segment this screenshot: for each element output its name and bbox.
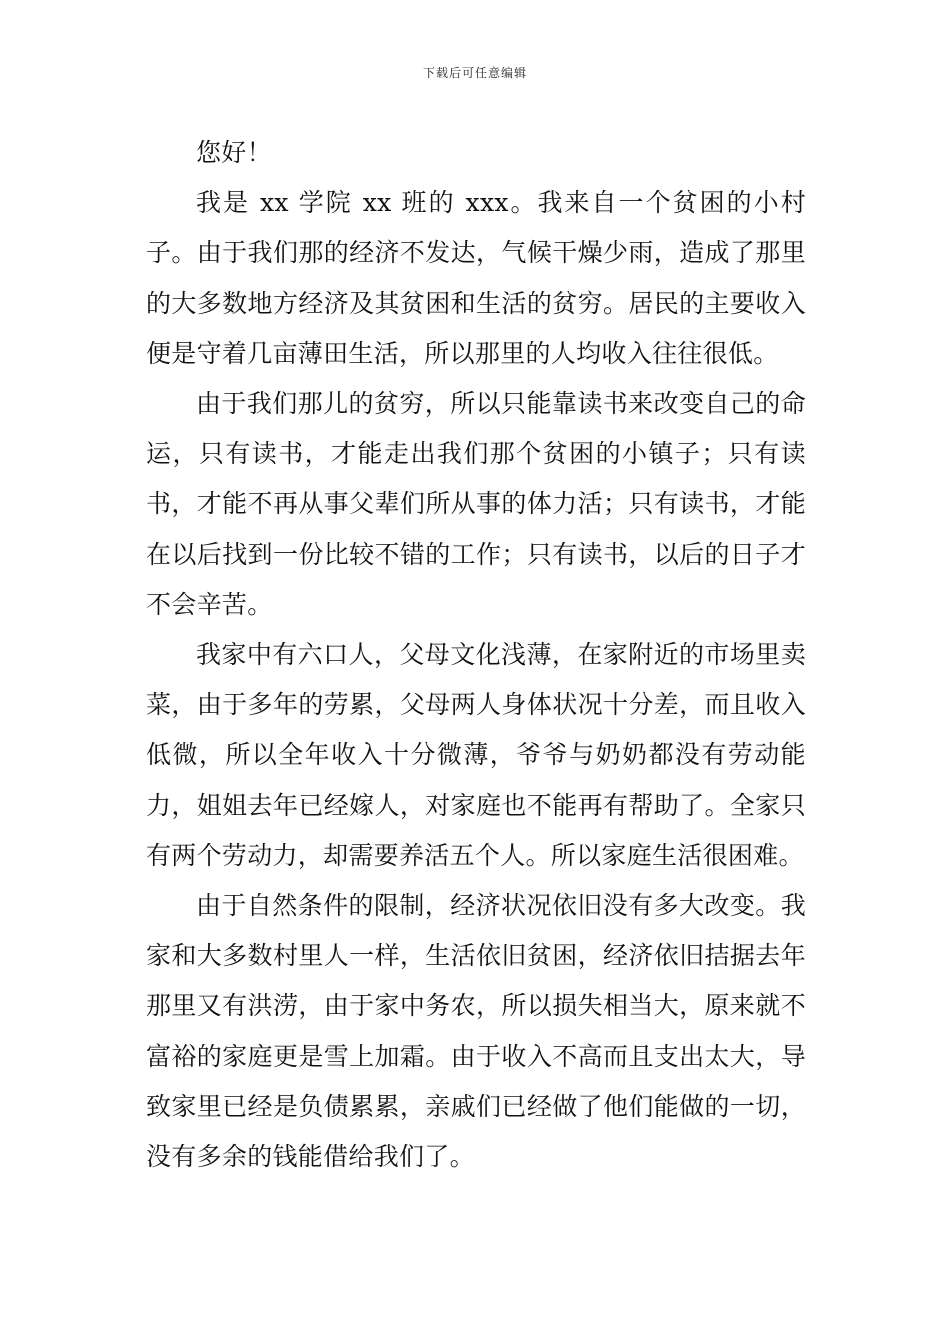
- letter-body: [146, 128, 806, 1182]
- paragraph-family: 我家中有六口人，父母文化浅薄，在家附近的市场里卖菜，由于多年的劳累，父母两人身体状况十分差，而且收入低微，所以全年收入十分微薄，爷爷与奶奶都没有劳动能力，姐姐去年已经嫁人，对家庭也不能再有帮助了。全家只有两个劳动力，却需要养活五个人。所以家庭生活很困难。: [146, 640, 806, 870]
- paragraph-education: 由于我们那儿的贫穷，所以只能靠读书来改变自己的命运，只有读书，才能走出我们那个贫困的小镇子；只有读书，才能不再从事父辈们所从事的体力活；只有读书，才能在以后找到一份比较不错的工作；只有读书，以后的日子才不会辛苦。: [146, 389, 806, 619]
- greeting: 您好！: [196, 138, 272, 167]
- paragraph-introduction: 我是 xx 学院 xx 班的 xxx。我来自一个贫困的小村子。由于我们那的经济不发达，气候干燥少雨，造成了那里的大多数地方经济及其贫困和生活的贫穷。居民的主要收入便是守着几亩薄田生活，所以那里的人均收入往往很低。: [146, 188, 806, 368]
- header-note: 下载后可任意编辑: [422, 66, 527, 80]
- paragraph-hardship: 由于自然条件的限制，经济状况依旧没有多大改变。我家和大多数村里人一样，生活依旧贫困，经济依旧拮据去年那里又有洪涝，由于家中务农，所以损失相当大，原来就不富裕的家庭更是雪上加霜。由于收入不高而且支出太大，导致家里已经是负债累累，亲戚们已经做了他们能做的一切，没有多余的钱能借给我们了。: [146, 891, 806, 1172]
